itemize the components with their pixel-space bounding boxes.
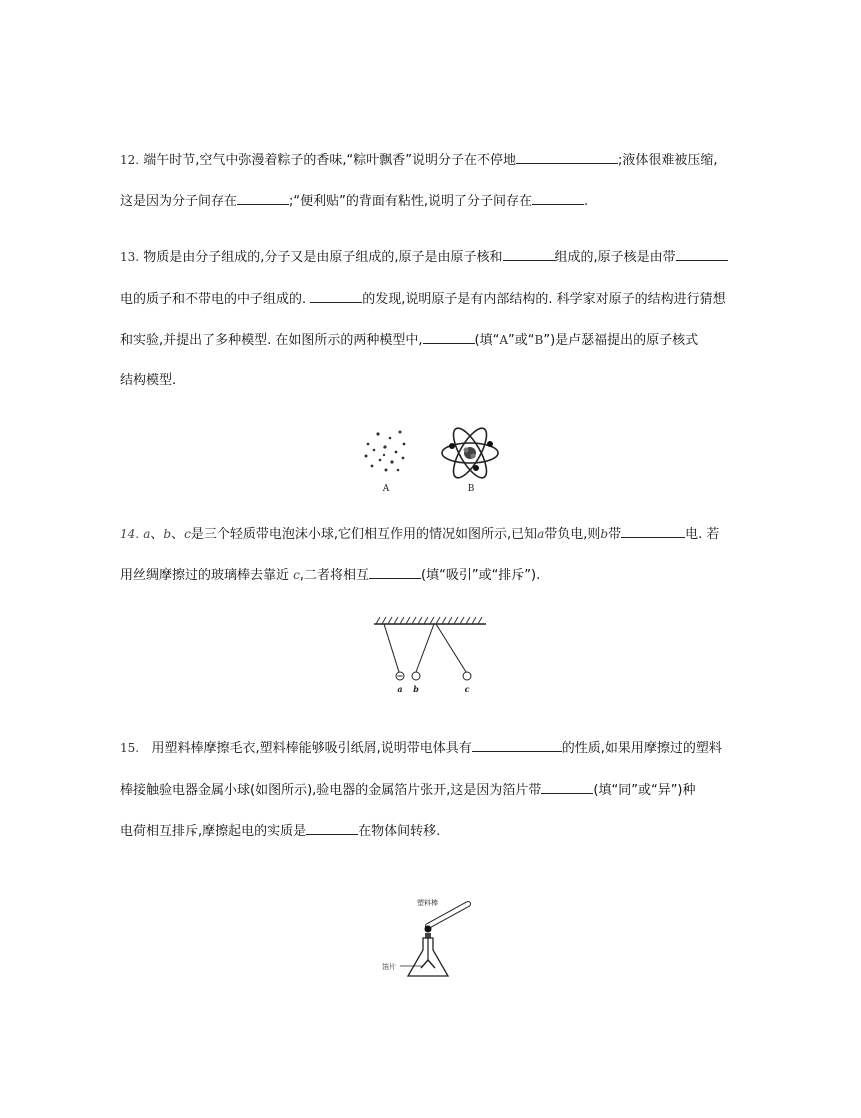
answer-blank[interactable] [541, 780, 593, 794]
electron [473, 465, 479, 471]
plum-pudding-model [365, 431, 406, 472]
rod-label: 塑料棒 [417, 899, 438, 907]
charged-balls-figure [370, 614, 490, 698]
answer-blank[interactable] [306, 821, 358, 835]
q15-line-3 [120, 821, 440, 841]
foil-label: 箔片 [382, 963, 396, 971]
q15-text: 棒接触验电器金属小球(如图所示),验电器的金属箔片张开,这是因为箔片带 [120, 783, 542, 798]
q15-number: 15. [120, 741, 140, 755]
q15-text: 在物体间转移. [358, 824, 441, 839]
q13-text: 结构模型. [120, 373, 177, 388]
q14-text: (填“吸引”或“排斥”). [421, 568, 541, 583]
metal-ball [425, 926, 432, 933]
ball-c-label: c [464, 684, 470, 694]
option-a: A [499, 333, 509, 347]
q12-text: 端午时节,空气中弥漫着粽子的香味,“粽叶飘香”说明分子在不停地 [143, 153, 516, 168]
q12-text: ;“便利贴”的背面有粘性,说明了分子间存在 [289, 194, 532, 209]
electron [487, 441, 493, 447]
q13-line-2 [120, 289, 726, 309]
q13-number: 13. [120, 250, 140, 264]
q13-text: 和实验,并提出了多种模型. 在如图所示的两种模型中, [120, 333, 423, 348]
ball-a-label: a [397, 684, 403, 694]
q14-text: 带 [608, 527, 622, 542]
answer-blank[interactable] [516, 150, 618, 164]
var-c: c [184, 527, 191, 541]
var-a: a [537, 527, 545, 541]
q14-line-1 [120, 524, 719, 544]
q15-text: (填“同”或“异”)种 [593, 783, 696, 798]
q13-text: 物质是由分子组成的,分子又是由原子组成的,原子是由原子核和 [143, 250, 503, 265]
ball-b [412, 672, 420, 680]
thread-c [436, 624, 466, 672]
answer-blank[interactable] [503, 247, 555, 261]
model-b-label: B [467, 484, 475, 494]
q13-line-3 [120, 330, 698, 350]
q12-text: 这是因为分子间存在 [120, 194, 238, 209]
answer-blank[interactable] [676, 247, 728, 261]
q13-text: 组成的,原子核是由带 [554, 250, 676, 265]
q15-text: 用塑料棒摩擦毛衣,塑料棒能够吸引纸屑,说明带电体具有 [151, 741, 472, 756]
answer-blank[interactable] [237, 191, 289, 205]
answer-blank[interactable] [472, 738, 562, 752]
answer-blank[interactable] [423, 330, 475, 344]
q13-line-1 [120, 247, 728, 267]
separator: 、 [150, 527, 164, 542]
stopper [425, 933, 431, 938]
answer-blank[interactable] [369, 565, 421, 579]
separator: 、 [171, 527, 185, 542]
q12-line-1 [120, 150, 718, 170]
foil-left [421, 960, 428, 968]
q12-line-2 [120, 191, 588, 211]
q13-text: 的发现,说明原子是有内部结构的. 科学家对原子的结构进行猜想 [362, 292, 726, 307]
thread-a [384, 624, 399, 672]
q14-text: 电. 若 [685, 527, 720, 542]
var-b: b [600, 527, 609, 541]
model-a-label: A [382, 484, 390, 494]
foil-right [428, 960, 435, 968]
q14-text: 带负电,则 [544, 527, 601, 542]
nucleus [464, 447, 477, 459]
q15-line-1 [120, 738, 722, 758]
thread-b [416, 624, 434, 672]
ball-c [463, 672, 471, 680]
q15-text: 的性质,如果用摩擦过的塑料 [561, 741, 722, 756]
plastic-rod [428, 904, 468, 926]
q12-number: 12. [120, 153, 140, 167]
var-b: b [163, 527, 172, 541]
q14-number: 14. [120, 527, 140, 541]
electron [449, 443, 455, 449]
var-c: c [293, 568, 300, 582]
q13-text: ”)是卢瑟福提出的原子核式 [543, 333, 699, 348]
q14-line-2 [120, 565, 540, 585]
q13-line-4 [120, 372, 176, 390]
q13-text: (填“ [474, 333, 500, 348]
ceiling-hatch [376, 617, 482, 624]
q12-text: . [584, 194, 589, 209]
electroscope-figure [380, 892, 480, 982]
answer-blank[interactable] [621, 524, 685, 538]
q14-text: ,二者将相互 [299, 568, 370, 583]
var-a: a [143, 527, 151, 541]
q14-text: 是三个轻质带电泡沫小球,它们相互作用的情况如图所示,已知 [190, 527, 538, 542]
answer-blank[interactable] [310, 289, 362, 303]
atom-models-figure [356, 420, 506, 498]
q12-text: ;液体很难被压缩, [617, 153, 718, 168]
answer-blank[interactable] [532, 191, 584, 205]
q14-text: 用丝绸摩擦过的玻璃棒去靠近 [120, 568, 290, 583]
option-b: B [534, 333, 544, 347]
q13-text: ”或“ [508, 333, 535, 348]
q15-line-2 [120, 780, 696, 800]
q13-text: 电的质子和不带电的中子组成的. [120, 292, 307, 307]
ball-b-label: b [413, 684, 419, 694]
q15-text: 电荷相互排斥,摩擦起电的实质是 [120, 824, 307, 839]
